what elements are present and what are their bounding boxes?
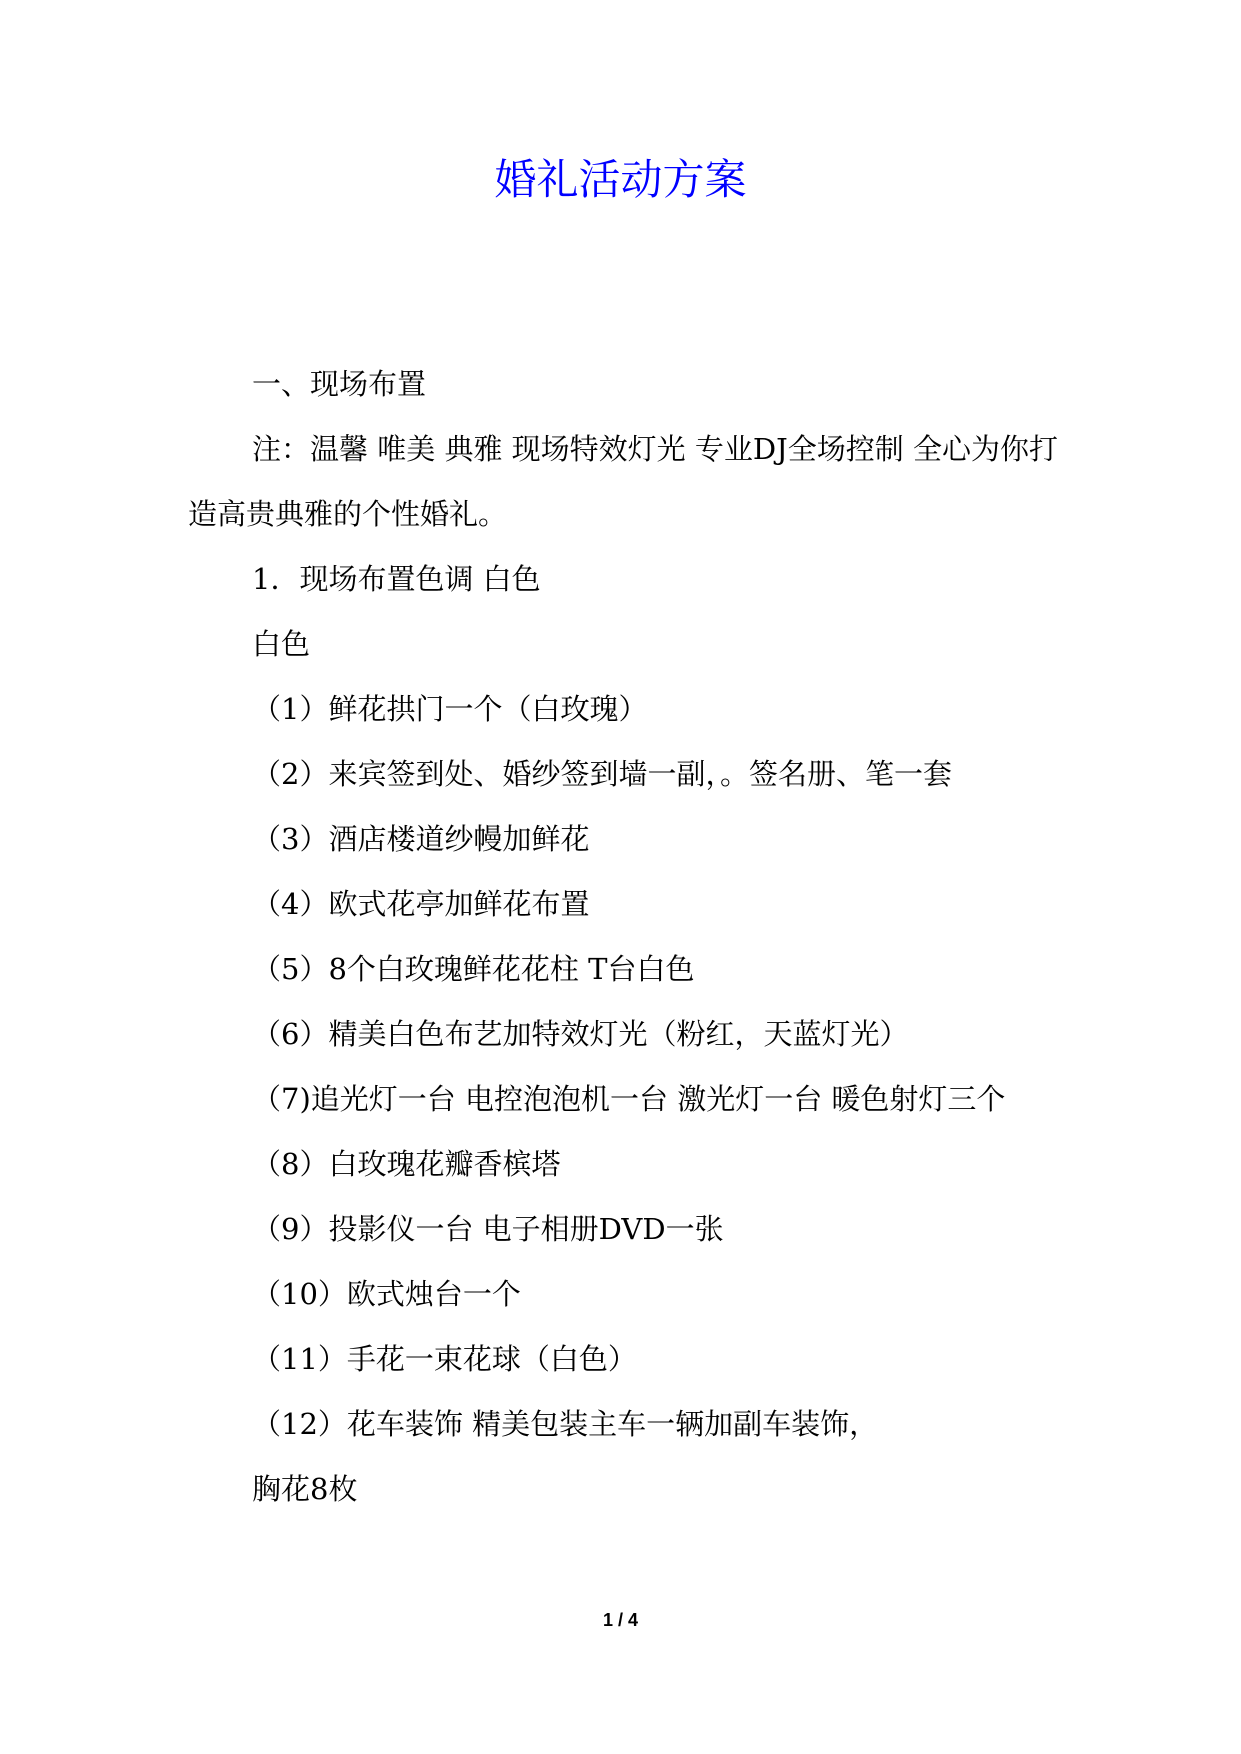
list-item: （6）精美白色布艺加特效灯光（粉红，天蓝灯光） [252, 1017, 909, 1051]
list-item: （10）欧式烛台一个 [252, 1277, 521, 1311]
section-heading: 一、现场布置 [252, 367, 427, 401]
page-number: 1 / 4 [602, 1610, 639, 1630]
list-item: （8）白玫瑰花瓣香槟塔 [252, 1147, 561, 1181]
list-item: （5）8个白玫瑰鲜花花柱 T台白色 [252, 952, 695, 986]
list-item: （7)追光灯一台 电控泡泡机一台 激光灯一台 暖色射灯三个 [252, 1082, 1006, 1116]
list-item: （9）投影仪一台 电子相册DVD一张 [252, 1212, 724, 1246]
list-item: （4）欧式花亭加鲜花布置 [252, 887, 590, 921]
list-item: （11）手花一束花球（白色） [252, 1342, 637, 1376]
list-item: （12）花车装饰 精美包装主车一辆加副车装饰， [252, 1407, 879, 1441]
list-item: （1）鲜花拱门一个（白玫瑰） [252, 692, 648, 726]
subsection-heading: 1．现场布置色调 白色 [252, 562, 541, 596]
note-paragraph: 注：温馨 唯美 典雅 现场特效灯光 专业DJ全场控制 全心为你打造高贵典雅的个性婚礼。 [188, 432, 1058, 531]
list-item: 胸花8枚 [252, 1472, 358, 1506]
color-label: 白色 [252, 627, 311, 661]
list-item: （2）来宾签到处、婚纱签到墙一副，。签名册、笔一套 [252, 757, 952, 791]
document-title: 婚礼活动方案 [494, 155, 747, 204]
document-body [188, 352, 1058, 1522]
list-item: （3）酒店楼道纱幔加鲜花 [252, 822, 590, 856]
